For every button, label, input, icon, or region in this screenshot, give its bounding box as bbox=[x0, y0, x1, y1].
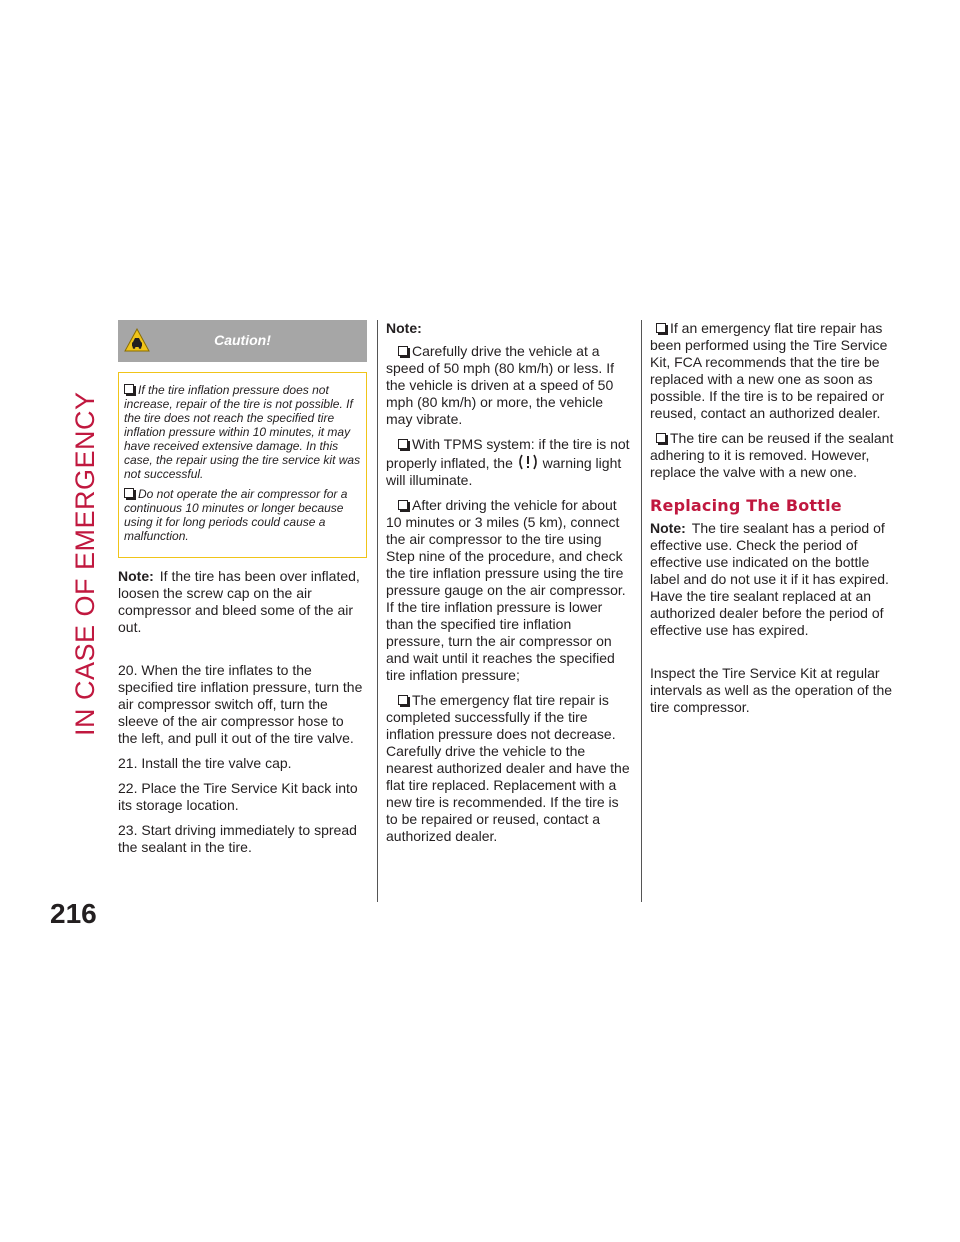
section-title-text: IN CASE OF EMERGENCY bbox=[70, 391, 100, 736]
step-item: 21. Install the tire valve cap. bbox=[118, 755, 292, 771]
checkbox-bullet-icon bbox=[398, 346, 408, 356]
step-item: 23. Start driving immediately to spread the sealant in the tire. bbox=[118, 822, 357, 855]
note-heading: Note: bbox=[386, 320, 422, 336]
checkbox-bullet-icon bbox=[124, 384, 134, 394]
checkbox-bullet-icon bbox=[124, 488, 134, 498]
caution-box bbox=[118, 372, 367, 558]
note-item: Carefully drive the vehicle at a speed of 50 mph (80 km/h) or less. If the vehicle is driven at a speed of 50 mph (80 km/h) or more, the vehicle may vibrate. bbox=[386, 343, 614, 427]
checkbox-bullet-icon bbox=[398, 695, 408, 705]
step-item: 22. Place the Tire Service Kit back into its storage location. bbox=[118, 780, 358, 813]
caution-header bbox=[118, 320, 367, 362]
column-divider bbox=[377, 320, 378, 902]
section-heading: Replacing The Bottle bbox=[650, 496, 842, 515]
list-item: The tire can be reused if the sealant adhering to it is removed. However, replace the valve with a new one. bbox=[650, 430, 894, 480]
column-divider bbox=[641, 320, 642, 902]
note-item: With TPMS system: if the tire is not properly inflated, the warning light will illuminate. bbox=[386, 436, 630, 488]
body-paragraph: Inspect the Tire Service Kit at regular intervals as well as the operation of the tire compressor. bbox=[650, 665, 893, 715]
note-label: Note: bbox=[650, 520, 686, 536]
note-paragraph: Note: If the tire has been over inflated, loosen the screw cap on the air compressor and bleed some of the air out. bbox=[118, 568, 360, 635]
note-paragraph: Note: The tire sealant has a period of effective use. Check the period of effective use indicated on the bottle label and do not use it if it has expired. Have the tire sealant replaced at an authorized dealer before the period of effective use has expired. bbox=[650, 520, 889, 638]
list-item: If an emergency flat tire repair has been performed using the Tire Service Kit, FCA recommends that the tire be replaced with a new one as soon as possible. If the tire is to be repaired or reused, contact an authorized dealer. bbox=[650, 320, 888, 421]
checkbox-bullet-icon bbox=[398, 439, 408, 449]
note-item: The emergency flat tire repair is completed successfully if the tire inflation pressure does not decrease. Carefully drive the vehicle to the nearest authorized dealer and have the flat tire replaced. Replacement with a new tire is recommended. If the tire is to be repaired or reused, contact a authorized dealer. bbox=[386, 692, 630, 844]
page-number: 216 bbox=[50, 898, 97, 929]
checkbox-bullet-icon bbox=[398, 500, 408, 510]
column-1 bbox=[118, 320, 367, 864]
caution-title: Caution! bbox=[214, 332, 271, 348]
spacer bbox=[118, 644, 367, 662]
tpms-warning-icon bbox=[517, 453, 539, 471]
step-item: 20. When the tire inflates to the specified tire inflation pressure, turn the air compressor switch off, turn the sleeve of the air compressor hose to the left, and pull it out of the tire valve. bbox=[118, 662, 363, 746]
spacer bbox=[650, 647, 894, 665]
note-item: After driving the vehicle for about 10 minutes or 3 miles (5 km), connect the air compressor to the tire using Step nine of the procedure, and check the tire inflation pressure using the tire pressure gauge on the air compressor. If the tire inflation pressure is lower than the specified tire inflation pressure, turn the air compressor on and wait until it reaches the specified tire inflation pressure; bbox=[386, 497, 626, 683]
caution-item: Do not operate the air compressor for a continuous 10 minutes or longer because using it for long periods could cause a malfunction. bbox=[124, 487, 348, 543]
checkbox-bullet-icon bbox=[656, 433, 666, 443]
checkbox-bullet-icon bbox=[656, 323, 666, 333]
column-2 bbox=[386, 320, 632, 853]
column-3 bbox=[650, 320, 894, 724]
caution-item: If the tire inflation pressure does not increase, repair of the tire is not possible. If the tire does not reach the specified tire inflation pressure within 10 minutes, it may have received extensive damage. In this case, the repair using the tire service kit was not successful. bbox=[124, 383, 361, 481]
note-label: Note: bbox=[118, 568, 154, 584]
section-title-vertical bbox=[70, 316, 106, 736]
